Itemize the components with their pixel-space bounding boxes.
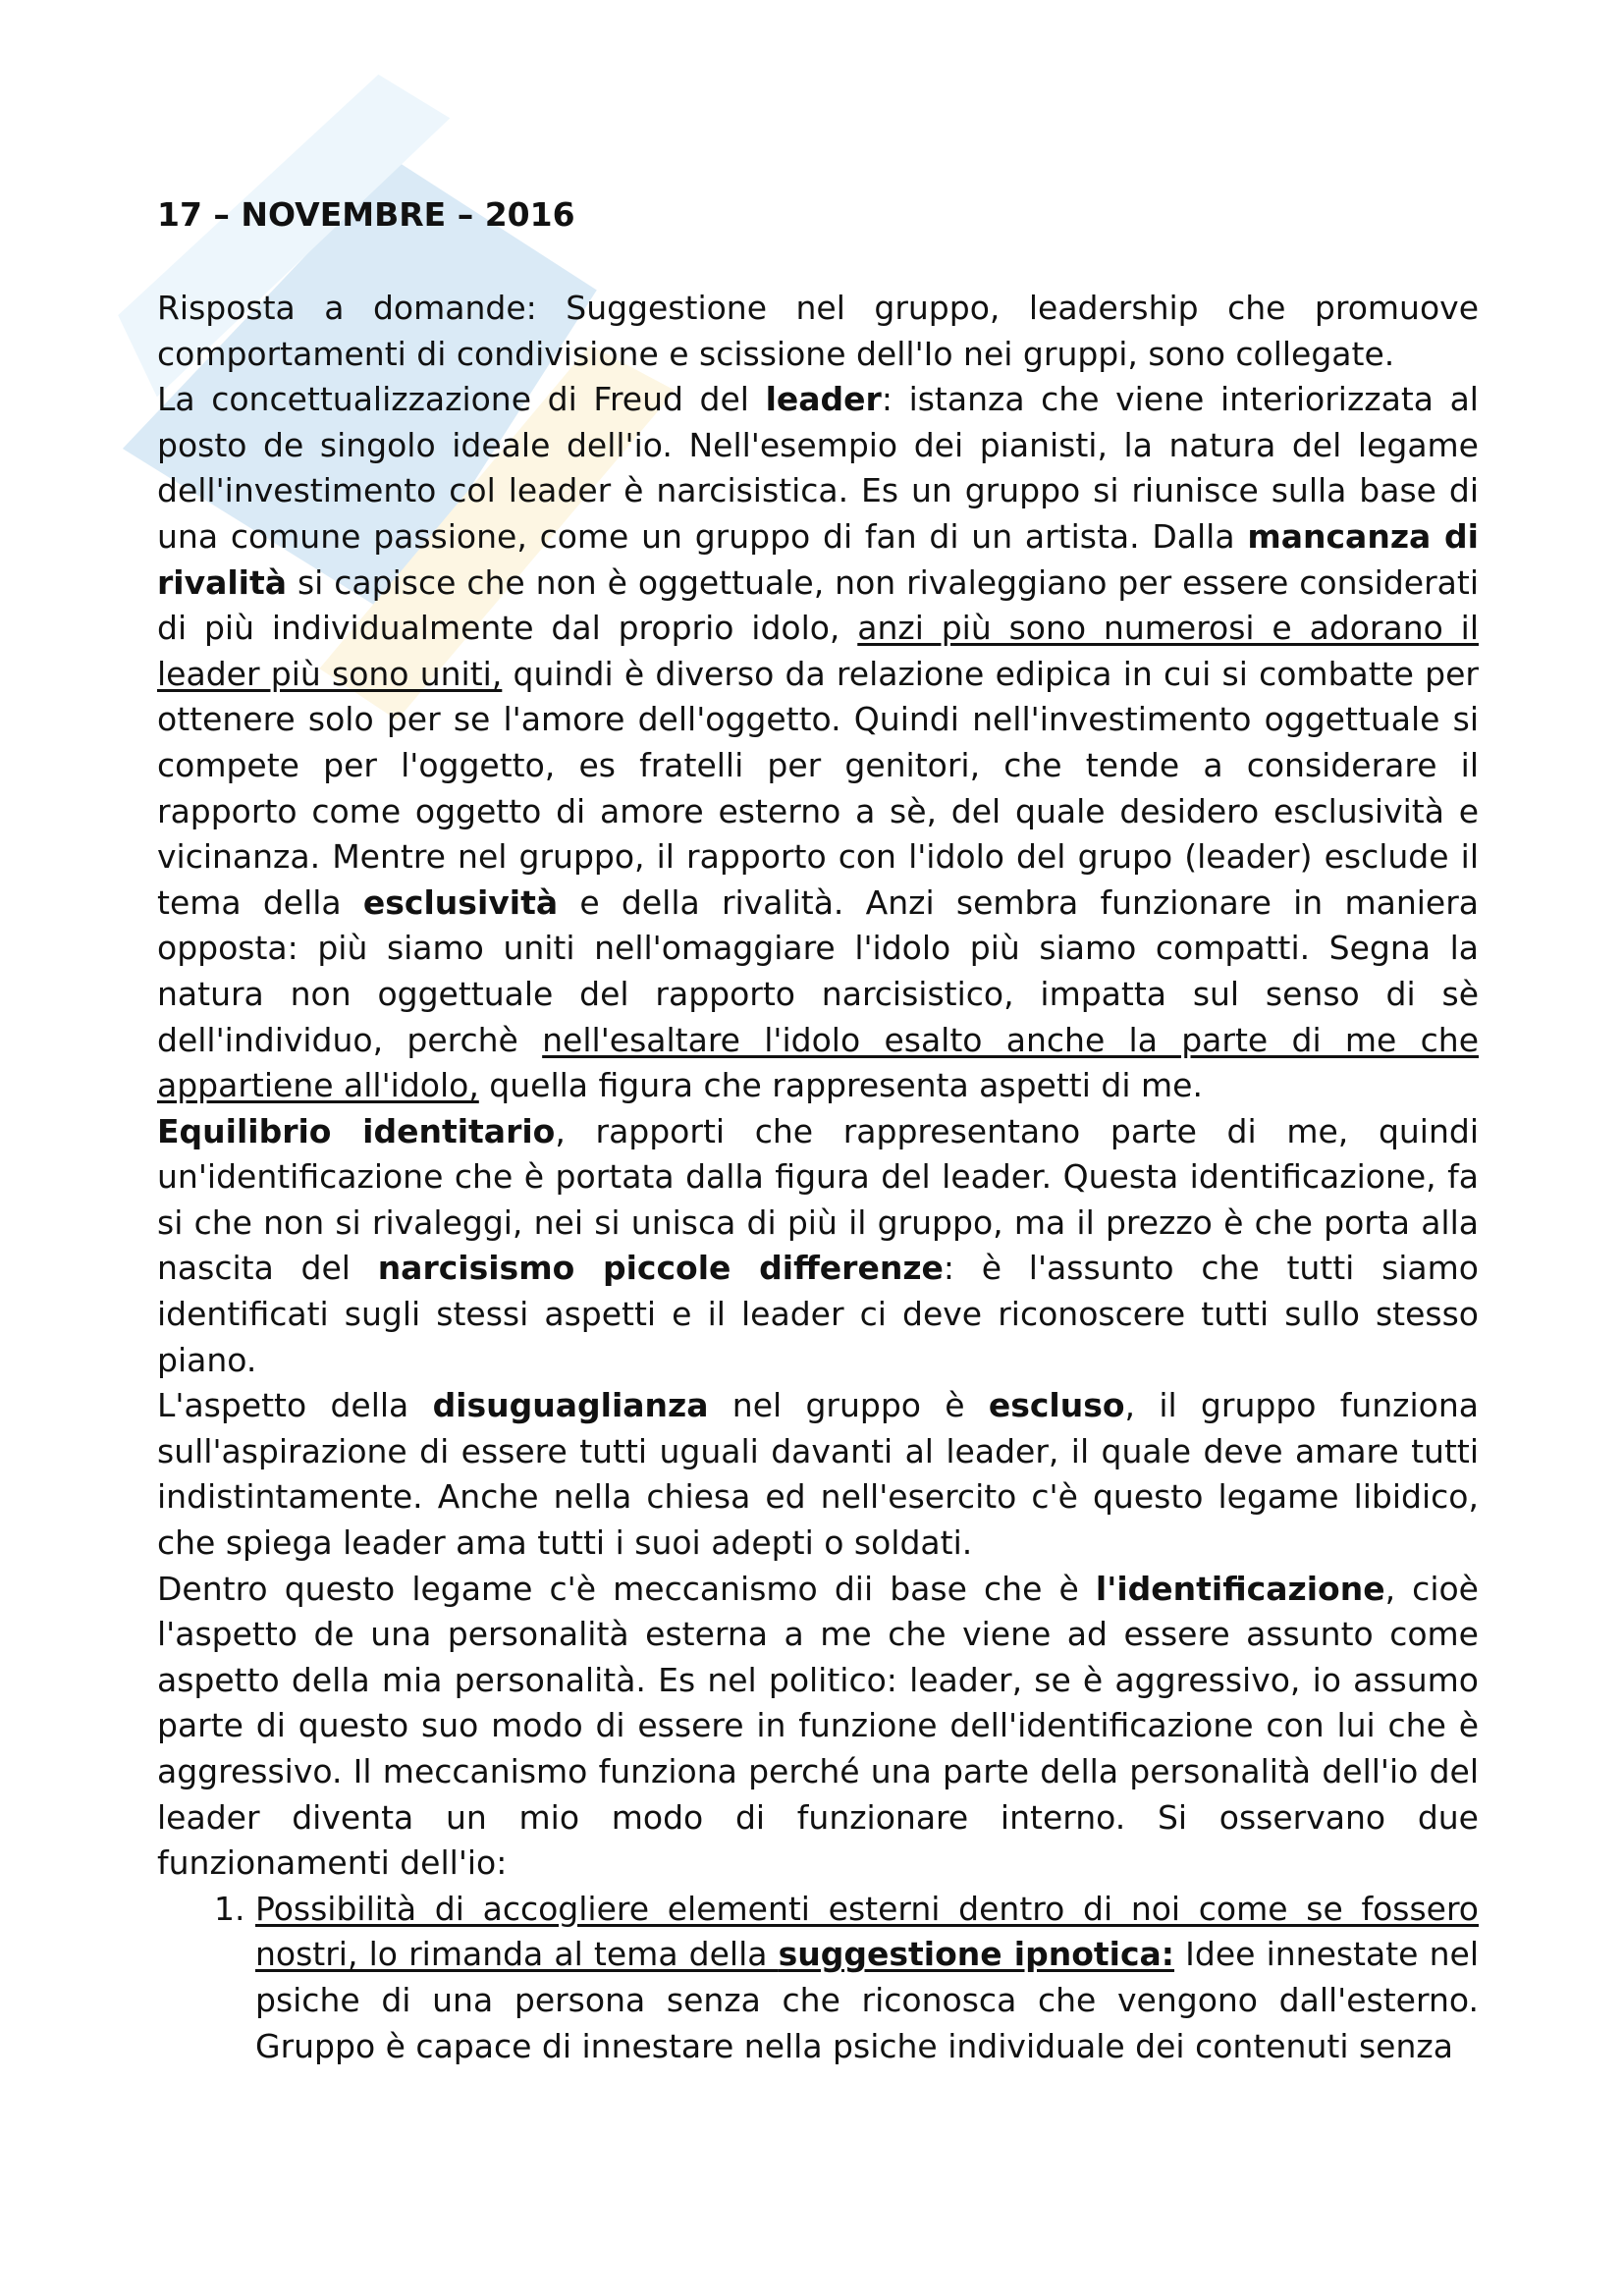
bold-esclusivita: esclusività bbox=[362, 882, 559, 922]
numbered-list bbox=[157, 1887, 1479, 2069]
bold-leader: leader bbox=[765, 380, 882, 419]
bold-identificazione: l'identificazione bbox=[1095, 1569, 1385, 1608]
bold-escluso: escluso bbox=[988, 1386, 1125, 1425]
bold-narcisismo: narcisismo piccole differenze bbox=[377, 1249, 944, 1288]
underline-possibilita: Possibilità di accogliere elementi esterni dentro di noi come se fossero nostri, lo rimanda al tema della bbox=[255, 1889, 1479, 1974]
bold-disuguaglianza: disuguaglianza bbox=[432, 1386, 709, 1425]
document-page bbox=[157, 192, 1479, 2069]
underline-esaltare-idolo: nell'esaltare l'idolo esalto anche la parte di me che appartiene all'idolo, bbox=[157, 1020, 1480, 1105]
bold-suggestione-ipnotica: suggestione ipnotica: bbox=[778, 1935, 1175, 1974]
underline-numerosi: anzi più sono numerosi e adorano il leader più sono uniti, bbox=[157, 609, 1479, 693]
paragraph-leader: La concettualizzazione di Freud del leader: istanza che viene interiorizzata al posto de singolo ideale dell'io. Nell'esempio dei pianisti, la natura del legame dell'investimento col leader è narcisistica. Es un gruppo si riunisce sulla base di una comune passione, come un gruppo di fan di un artista. Dalla mancanza di rivalità si capisce che non è oggettuale, non rivaleggiano per essere considerati di più individualmente dal proprio idolo, anzi più sono numerosi e adorano il leader più sono uniti, quindi è diverso da relazione edipica in cui si combatte per ottenere solo per se l'amore dell'oggetto. Quindi nell'investimento oggettuale si compete per l'oggetto, es fratelli per genitori, che tende a considerare il rapporto come oggetto di amore esterno a sè, del quale desidero esclusività e vicinanza. Mentre nel gruppo, il rapporto con l'idolo del grupo (leader) esclude il tema della esclusività e della rivalità. Anzi sembra funzionare in maniera opposta: più siamo uniti nell'omaggiare l'idolo più siamo compatti. Segna la natura non oggettuale del rapporto narcisistico, impatta sul senso di sè dell'individuo, perchè nell'esaltare l'idolo esalto anche la parte di me che appartiene all'idolo, quella figura che rappresenta aspetti di me. bbox=[157, 380, 1480, 1105]
bold-equilibrio-identitario: Equilibrio identitario bbox=[157, 1111, 556, 1150]
paragraph-identificazione: Dentro questo legame c'è meccanismo dii base che è l'identificazione, cioè l'aspetto de una personalità esterna a me che viene ad essere assunto come aspetto della mia personalità. Es nel politico: leader, se è aggressivo, io assumo parte di questo suo modo di essere in funzione dell'identificazione con lui che è aggressivo. Il meccanismo funziona perché una parte della personalità dell'io del leader diventa un mio modo di funzionare interno. Si osservano due funzionamenti dell'io: bbox=[157, 1569, 1479, 1883]
paragraph-disuguaglianza: L'aspetto della disuguaglianza nel gruppo è escluso, il gruppo funziona sull'aspirazione di essere tutti uguali davanti al leader, il quale deve amare tutti indistintamente. Anche nella chiesa ed nell'esercito c'è questo legame libidico, che spiega leader ama tutti i suoi adepti o soldati. bbox=[157, 1386, 1479, 1563]
paragraph-intro: Risposta a domande: Suggestione nel gruppo, leadership che promuove comportamenti di condivisione e scissione dell'Io nei gruppi, sono collegate. bbox=[157, 289, 1479, 373]
bold-mancanza-rivalita: mancanza di rivalità bbox=[157, 516, 1479, 602]
paragraph-equilibrio: Equilibrio identitario, rapporti che rappresentano parte di me, quindi un'identificazione che è portata dalla figura del leader. Questa identificazione, fa si che non si rivaleggi, nei si unisca di più il gruppo, ma il prezzo è che porta alla nascita del narcisismo piccole differenze: è l'assunto che tutti siamo identificati sugli stessi aspetti e il leader ci deve riconoscere tutti sullo stesso piano. bbox=[157, 1111, 1480, 1379]
document-date: 17 – NOVEMBRE – 2016 bbox=[157, 195, 575, 234]
list-item: 1. Possibilità di accogliere elementi esterni dentro di noi come se fossero nostri, lo rimanda al tema della suggestione ipnotica: Idee innestate nel psiche di una persona senza che riconosca che vengono dall'esterno. Gruppo è capace di innestare nella psiche individuale dei contenuti senza bbox=[255, 1887, 1479, 2069]
